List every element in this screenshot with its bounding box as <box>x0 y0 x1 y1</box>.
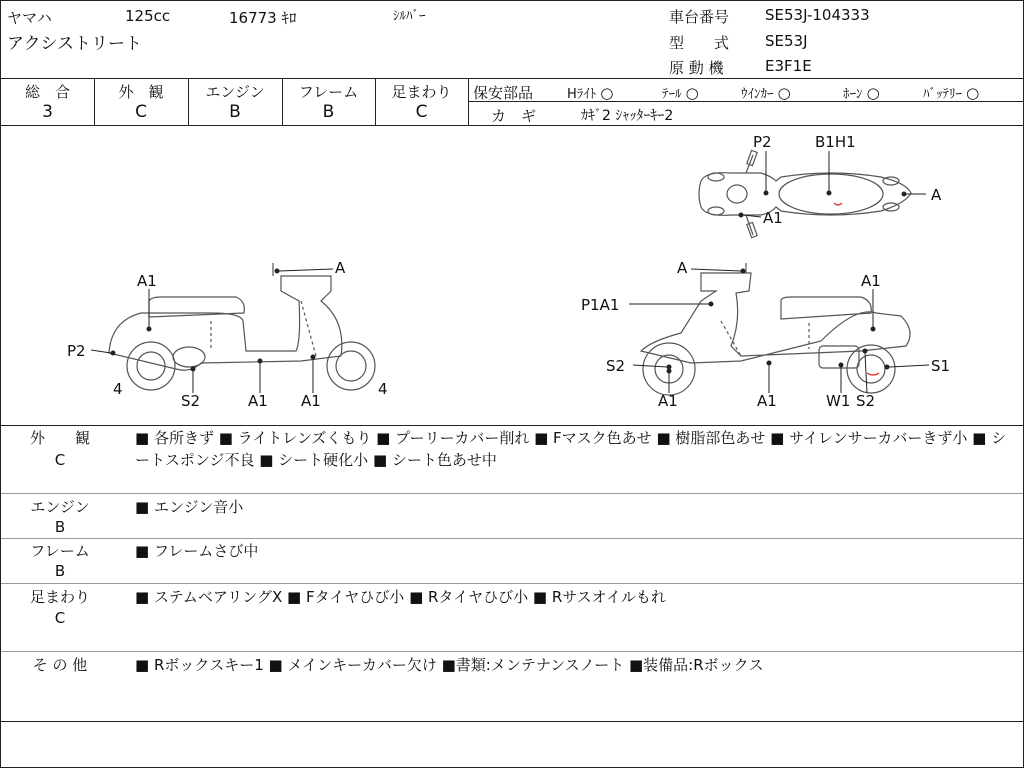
overall-grade: 3 <box>42 102 53 122</box>
safety-horn: ﾎｰﾝ ○ <box>843 84 880 102</box>
diagram-label: W1 <box>826 392 851 410</box>
divider <box>1 721 1023 722</box>
diagram-label: A <box>931 186 942 204</box>
damage-diagram <box>1 126 1023 426</box>
diagram-label: A <box>677 259 688 277</box>
engine-label: 原 動 機 <box>669 59 724 77</box>
type-value: SE53J <box>765 32 808 50</box>
diagram-label: S2 <box>856 392 876 410</box>
section-title: 足まわり <box>29 588 90 606</box>
exterior-grade: C <box>135 102 147 122</box>
safety-label: 保安部品 <box>473 84 534 102</box>
overall-label: 総 合 <box>24 83 70 101</box>
frame-no-label: 車台番号 <box>669 8 730 26</box>
diagram-label: A <box>335 259 346 277</box>
displacement: 125cc <box>125 7 171 25</box>
section-title: 外 観 <box>29 429 90 447</box>
key-value: ｶｷﾞ2 ｼｬｯﾀｰｷｰ2 <box>581 108 674 124</box>
safety-battery: ﾊﾞｯﾃﾘｰ ○ <box>923 84 980 102</box>
section-text: ■ フレームさび中 <box>135 542 259 560</box>
engine-grade-label: エンジン <box>205 83 265 101</box>
divider <box>1 651 1023 652</box>
diagram-label: A1 <box>248 392 268 410</box>
diagram-label: A1 <box>757 392 777 410</box>
diagram-label: S2 <box>606 357 626 375</box>
section-title: エンジン <box>30 498 90 516</box>
maker: ヤマハ <box>7 9 52 27</box>
section-title: フレーム <box>30 542 90 560</box>
diagram-label: S1 <box>931 357 951 375</box>
section-text: ■ 各所きず ■ ライトレンズくもり ■ プーリーカバー削れ ■ Fマスク色あせ ■ 樹脂部色あせ ■ サイレンサーカバーきず小 ■ シートスポンジ不良 ■ シート硬化小 ■ シート色あせ中 <box>135 429 1007 469</box>
safety-tail: ﾃｰﾙ ○ <box>662 84 699 102</box>
diagram-label: P2 <box>753 133 772 151</box>
section-text: ■ ステムベアリングX ■ Fタイヤひび小 ■ Rタイヤひび小 ■ Rサスオイルもれ <box>135 588 666 606</box>
section-grade: B <box>54 562 66 580</box>
diagram-label: A1 <box>658 392 678 410</box>
type-label: 型 式 <box>669 34 730 52</box>
diagram-label: P2 <box>67 342 86 360</box>
diagram-label: S2 <box>181 392 201 410</box>
diagram-label: A1 <box>861 272 881 290</box>
diagram-label: A1 <box>137 272 157 290</box>
suspension-grade-label: 足まわり <box>391 83 452 101</box>
engine-value: E3F1E <box>765 57 812 75</box>
safety-winker: ｳｲﾝｶｰ ○ <box>741 84 791 102</box>
scooter-top-view <box>699 150 911 237</box>
color: ｼﾙﾊﾞｰ <box>393 9 426 24</box>
divider <box>1 78 1023 79</box>
section-grade: C <box>54 451 66 469</box>
frame-no: SE53J-104333 <box>765 6 870 24</box>
key-label: カ ギ <box>491 107 537 125</box>
frame-grade: B <box>322 102 335 122</box>
diagram-label: 4 <box>113 380 123 398</box>
diagram-label: A1 <box>763 209 783 227</box>
section-grade: C <box>54 609 66 627</box>
diagram-label: 4 <box>378 380 388 398</box>
mileage: 16773 ｷﾛ <box>229 9 297 27</box>
section-text: ■ Rボックスキー1 ■ メインキーカバー欠け ■書類:メンテナンスノート ■装備品:Rボックス <box>135 656 764 674</box>
divider <box>1 538 1023 539</box>
divider <box>1 583 1023 584</box>
diagram-label: B1H1 <box>815 133 856 151</box>
exterior-label: 外 観 <box>118 83 164 101</box>
engine-grade: B <box>229 102 241 122</box>
frame-grade-label: フレーム <box>298 83 359 101</box>
section-text: ■ エンジン音小 <box>135 498 244 516</box>
diagram-label: A1 <box>301 392 321 410</box>
suspension-grade: C <box>415 102 428 122</box>
divider <box>1 493 1023 494</box>
safety-headlight: Hﾗｲﾄ ○ <box>567 84 614 102</box>
diagram-label: P1A1 <box>581 296 620 314</box>
model-name: アクシストリート <box>7 34 142 54</box>
divider <box>1 425 1023 426</box>
section-grade: B <box>54 518 66 536</box>
section-title: そ の 他 <box>32 656 88 674</box>
